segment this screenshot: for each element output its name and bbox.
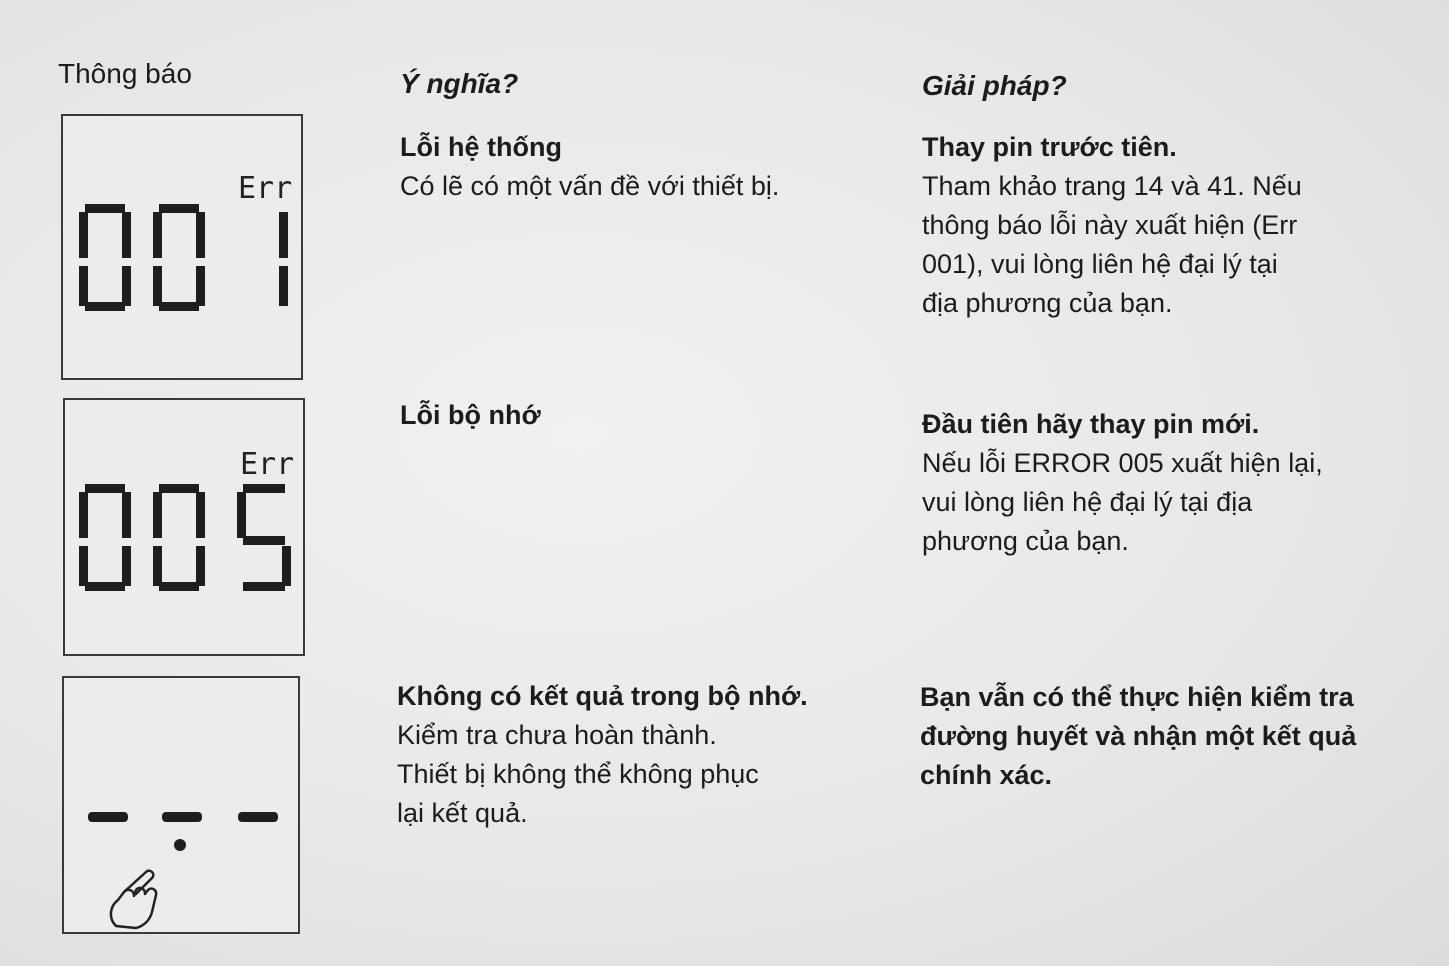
meaning-title: Không có kết quả trong bộ nhớ. — [397, 681, 808, 711]
solution-title: Thay pin trước tiên. — [922, 132, 1177, 162]
solution-title: Đầu tiên hãy thay pin mới. — [922, 409, 1260, 439]
solution-line: Tham khảo trang 14 và 41. Nếu — [922, 171, 1302, 201]
meaning-line: Thiết bị không thể không phục — [397, 759, 759, 789]
meaning-cell-no-result — [397, 677, 808, 833]
lcd-display-err-005 — [63, 398, 305, 656]
meaning-title: Lỗi hệ thống — [400, 132, 562, 162]
err-indicator: Err — [238, 171, 293, 206]
digit-5 — [237, 484, 291, 591]
hand-pointer-icon — [111, 871, 156, 928]
meaning-text: Có lẽ có một vấn đề với thiết bị. — [400, 171, 780, 201]
solution-line: Nếu lỗi ERROR 005 xuất hiện lại, — [922, 448, 1323, 478]
meaning-cell-err-005 — [400, 396, 541, 435]
digit-0 — [79, 204, 131, 311]
solution-line: vui lòng liên hệ đại lý tại địa — [922, 487, 1253, 517]
digit-0 — [153, 484, 205, 591]
solution-line: thông báo lỗi này xuất hiện (Err — [922, 210, 1298, 240]
digit-0 — [79, 484, 131, 591]
header-solution: Giải pháp? — [922, 70, 1067, 101]
err-indicator: Err — [240, 447, 295, 482]
solution-line: địa phương của bạn. — [922, 288, 1173, 318]
header-message: Thông báo — [58, 58, 192, 89]
solution-line: phương của bạn. — [922, 526, 1129, 556]
digit-1 — [279, 212, 288, 306]
lcd-display-no-result — [62, 676, 300, 934]
solution-cell-err-001 — [922, 128, 1302, 323]
meaning-cell-err-001 — [400, 128, 779, 206]
header-meaning: Ý nghĩa? — [400, 68, 519, 99]
meaning-line: Kiểm tra chưa hoàn thành. — [397, 720, 717, 750]
solution-cell-no-result — [920, 678, 1356, 795]
dash-segments — [88, 812, 278, 851]
solution-line: chính xác. — [920, 760, 1053, 790]
meaning-title: Lỗi bộ nhớ — [400, 400, 541, 430]
lcd-display-err-001 — [61, 114, 303, 380]
solution-cell-err-005 — [922, 405, 1323, 561]
meaning-line: lại kết quả. — [397, 798, 528, 828]
solution-line: Bạn vẫn có thể thực hiện kiểm tra — [920, 682, 1354, 712]
solution-line: 001), vui lòng liên hệ đại lý tại — [922, 249, 1278, 279]
solution-line: đường huyết và nhận một kết quả — [920, 721, 1357, 751]
digit-0 — [153, 204, 205, 311]
